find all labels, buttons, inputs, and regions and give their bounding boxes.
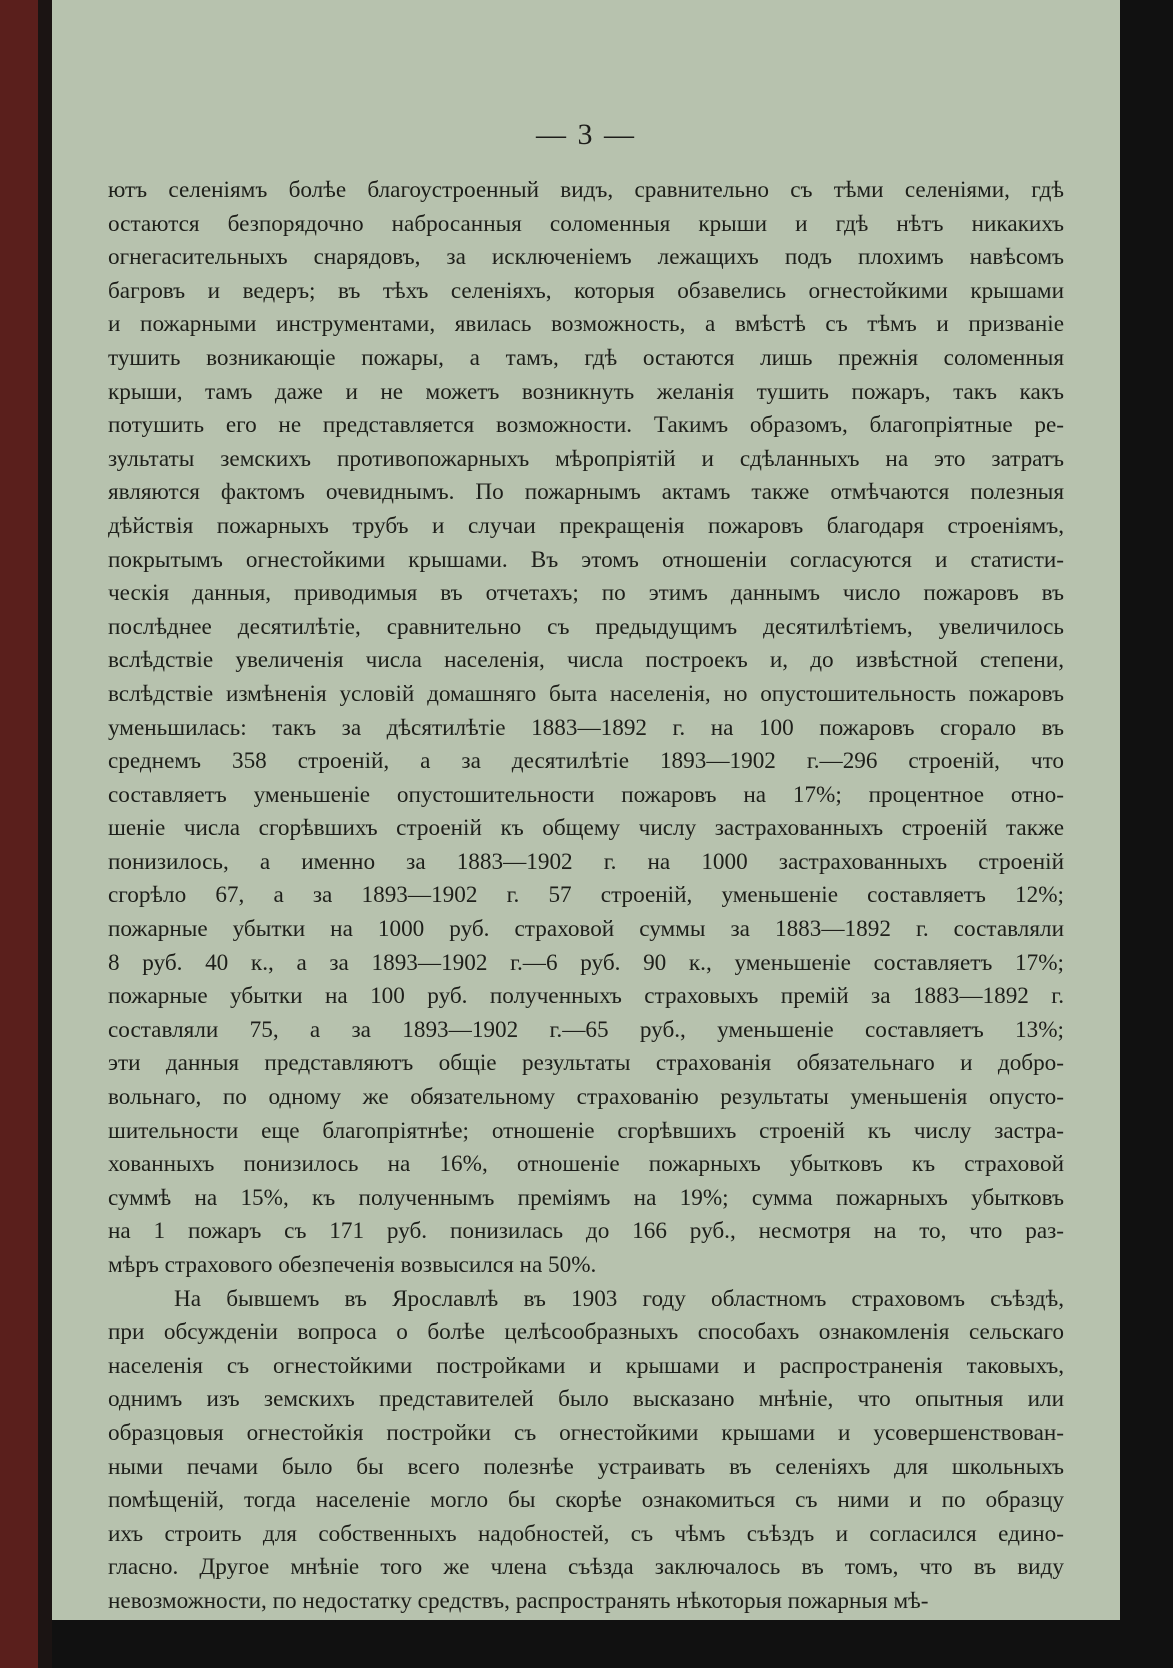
- text-line: На бывшемъ въ Ярославлѣ въ 1903 году областномъ страховомъ съѣздѣ,: [174, 1285, 1064, 1312]
- text-line: хованныхъ понизилось на 16%, отношеніе пожарныхъ убытковъ къ страховой: [108, 1151, 1064, 1178]
- text-line: гласно. Другое мнѣніе того же члена съѣзда заключалось въ томъ, что въ виду: [108, 1554, 1064, 1581]
- text-line: на 1 пожаръ съ 171 руб. понизилась до 166 руб., несмотря на то, что раз-: [108, 1218, 1064, 1245]
- text-line: мѣръ страхового обезпеченія возвысился на 50%.: [108, 1252, 597, 1278]
- text-line: однимъ изъ земскихъ представителей было высказано мнѣніе, что опытныя или: [108, 1386, 1064, 1413]
- text-line: вслѣдствіе измѣненія условій домашняго быта населенія, но опустошительность пожаровъ: [108, 680, 1064, 707]
- text-line: и пожарными инструментами, явилась возможность, а вмѣстѣ съ тѣмъ и призваніе: [108, 311, 1064, 338]
- text-line: ными печами было бы всего полезнѣе устраивать въ селеніяхъ для школьныхъ: [108, 1453, 1064, 1480]
- text-line: ютъ селеніямъ болѣе благоустроенный видъ, сравнительно съ тѣми селеніями, гдѣ: [108, 177, 1064, 203]
- text-line: 8 руб. 40 к., а за 1893—1902 г.—6 руб. 90 к., уменьшеніе составляетъ 17%;: [108, 949, 1064, 976]
- text-line: пожарные убытки на 100 руб. полученныхъ страховыхъ премій за 1883—1892 г.: [108, 983, 1064, 1010]
- text-line: суммѣ на 15%, къ полученнымъ преміямъ на 19%; сумма пожарныхъ убытковъ: [108, 1184, 1064, 1211]
- text-line: эти данныя представляютъ общіе результаты страхованія обязательнаго и добро-: [108, 1050, 1064, 1077]
- text-line: тушить возникающіе пожары, а тамъ, гдѣ остаются лишь прежнія соломенныя: [108, 344, 1064, 371]
- book-spine: [0, 0, 38, 1668]
- text-line: пожарные убытки на 1000 руб. страховой суммы за 1883—1892 г. составляли: [108, 916, 1064, 943]
- text-line: среднемъ 358 строеній, а за десятилѣтіе 1893—1902 г.—296 строеній, что: [108, 748, 1064, 775]
- text-body: [108, 174, 1064, 1619]
- page-number: — 3 —: [536, 118, 636, 151]
- text-line: сгорѣло 67, а за 1893—1902 г. 57 строеній, уменьшеніе составляетъ 12%;: [108, 882, 1064, 909]
- text-line: образцовыя огнестойкія постройки съ огнестойкими крышами и усовершенствован-: [108, 1419, 1064, 1446]
- text-line: понизилось, а именно за 1883—1902 г. на 1000 застрахованныхъ строеній: [108, 848, 1064, 875]
- text-line: составляетъ уменьшеніе опустошительности пожаровъ на 17%; процентное отно-: [108, 781, 1064, 808]
- text-line: уменьшилась: такъ за дѣсятилѣтіе 1883—1892 г. на 100 пожаровъ сгорало въ: [108, 714, 1064, 741]
- text-line: составляли 75, а за 1893—1902 г.—65 руб., уменьшеніе составляетъ 13%;: [108, 1016, 1064, 1043]
- text-line: остаются безпорядочно набросанныя соломенныя крыши и гдѣ нѣтъ никакихъ: [108, 210, 1064, 237]
- text-line: вслѣдствіе увеличенія числа населенія, числа построекъ и, до извѣстной степени,: [108, 647, 1064, 674]
- text-line: являются фактомъ очевиднымъ. По пожарнымъ актамъ также отмѣчаются полезныя: [108, 479, 1064, 506]
- text-line: при обсужденіи вопроса о болѣе целѣсообразныхъ способахъ ознакомленія сельскаго: [108, 1319, 1064, 1346]
- text-line: ихъ строить для собственныхъ надобностей, съ чѣмъ съѣздъ и согласился едино-: [108, 1520, 1064, 1547]
- page-gutter: [38, 0, 52, 1668]
- text-line: вольнаго, по одному же обязательному страхованію результаты уменьшенія опусто-: [108, 1084, 1064, 1111]
- text-line: крыши, тамъ даже и не можетъ возникнуть желанія тушить пожаръ, такъ какъ: [108, 378, 1064, 405]
- text-line: невозможности, по недостатку средствъ, распространять нѣкоторыя пожарныя мѣ-: [108, 1587, 929, 1614]
- text-line: потушить его не представляется возможности. Такимъ образомъ, благопріятные ре-: [108, 412, 1064, 439]
- text-line: дѣйствія пожарныхъ трубъ и случаи прекращенія пожаровъ благодаря строеніямъ,: [108, 512, 1064, 539]
- document-page: [52, 0, 1120, 1620]
- text-line: ческія данныя, приводимыя въ отчетахъ; по этимъ даннымъ число пожаровъ въ: [108, 580, 1064, 607]
- text-line: населенія съ огнестойкими постройками и крышами и распространенія таковыхъ,: [108, 1352, 1064, 1379]
- text-line: зультаты земскихъ противопожарныхъ мѣропріятій и сдѣланныхъ на это затратъ: [108, 445, 1064, 472]
- text-line: багровъ и ведеръ; въ тѣхъ селеніяхъ, которыя обзавелись огнестойкими крышами: [108, 277, 1064, 304]
- text-line: огнегасительныхъ снарядовъ, за исключеніемъ лежащихъ подъ плохимъ навѣсомъ: [108, 244, 1064, 271]
- text-line: шеніе числа сгорѣвшихъ строеній къ общему числу застрахованныхъ строеній также: [108, 815, 1064, 842]
- text-line: помѣщеній, тогда населеніе могло бы скорѣе ознакомиться съ ними и по образцу: [108, 1487, 1064, 1514]
- text-line: шительности еще благопріятнѣе; отношеніе сгорѣвшихъ строеній къ числу застра-: [108, 1117, 1064, 1144]
- text-line: покрытымъ огнестойкими крышами. Въ этомъ отношеніи согласуются и статисти-: [108, 546, 1064, 573]
- page-content: [108, 118, 1064, 1619]
- text-line: послѣднее десятилѣтіе, сравнительно съ предыдущимъ десятилѣтіемъ, увеличилось: [108, 613, 1064, 640]
